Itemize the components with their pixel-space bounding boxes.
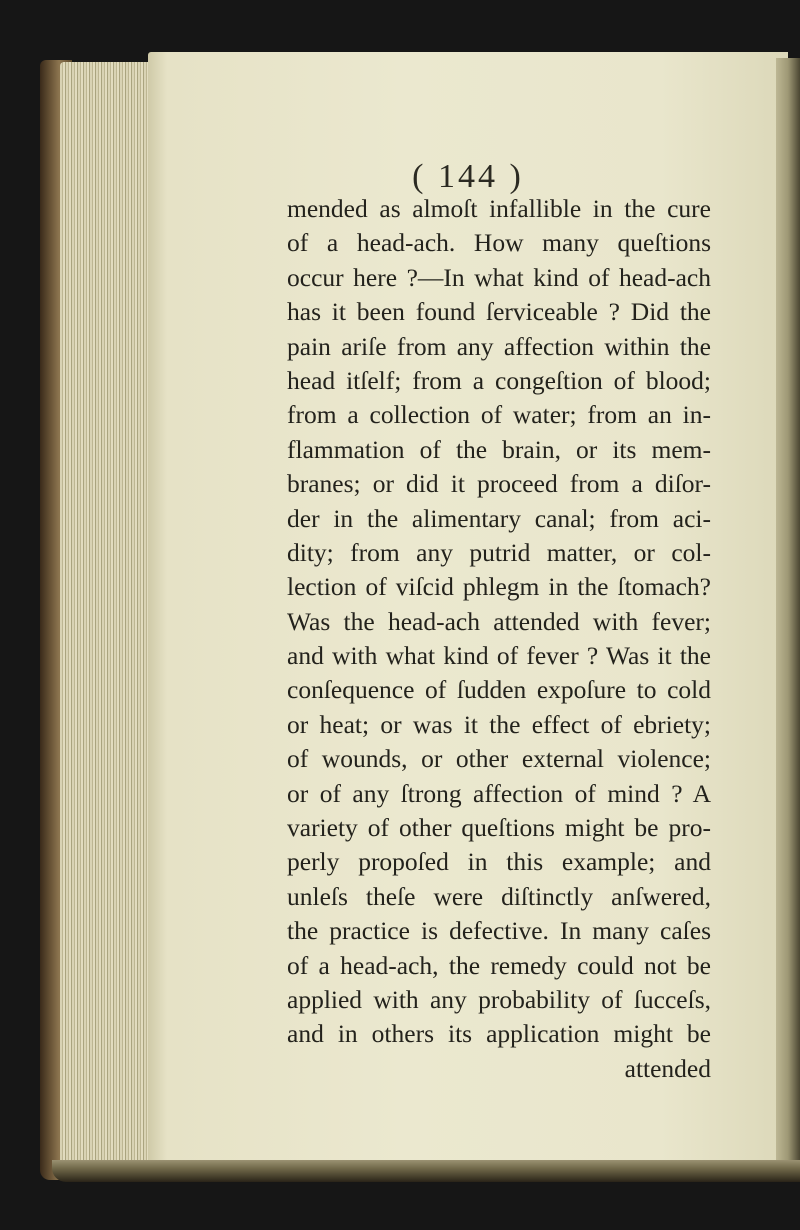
text-line: from a collection of water; from an in- bbox=[287, 400, 711, 430]
text-line: conſequence of ſudden expoſure to cold bbox=[287, 675, 711, 705]
text-line: and in others its application might be bbox=[287, 1019, 711, 1049]
page-right-edge bbox=[776, 58, 800, 1168]
page-number-header: ( 144 ) bbox=[412, 158, 524, 195]
text-line: pain ariſe from any affection within the bbox=[287, 331, 711, 361]
text-line: of a head-ach, the remedy could not be bbox=[287, 950, 711, 980]
text-line: dity; from any putrid matter, or col- bbox=[287, 537, 711, 567]
text-line: perly propoſed in this example; and bbox=[287, 847, 711, 877]
text-line: lection of viſcid phlegm in the ſtomach? bbox=[287, 572, 711, 602]
text-line: of wounds, or other external violence; bbox=[287, 744, 711, 774]
text-line: of a head-ach. How many queſtions bbox=[287, 228, 711, 258]
text-line: has it been found ſerviceable ? Did the bbox=[287, 297, 711, 327]
book-bottom-edge bbox=[52, 1160, 800, 1182]
catchword: attended bbox=[624, 1053, 711, 1083]
text-line: unleſs theſe were diſtinctly anſwered, bbox=[287, 881, 711, 911]
page-edges bbox=[60, 62, 152, 1170]
text-line: or heat; or was it the effect of ebriety; bbox=[287, 709, 711, 739]
text-line: variety of other queſtions might be pro- bbox=[287, 813, 711, 843]
text-line: the practice is defective. In many caſes bbox=[287, 916, 711, 946]
text-line: or of any ſtrong affection of mind ? A bbox=[287, 778, 711, 808]
text-line: branes; or did it proceed from a diſor- bbox=[287, 469, 711, 499]
text-line: occur here ?—In what kind of head-ach bbox=[287, 262, 711, 292]
text-line: mended as almoſt infallible in the cure bbox=[287, 194, 711, 223]
text-line: applied with any probability of ſucceſs, bbox=[287, 984, 711, 1014]
text-line: and with what kind of fever ? Was it the bbox=[287, 641, 711, 671]
text-line: head itſelf; from a congeſtion of blood; bbox=[287, 365, 711, 395]
body-text bbox=[287, 192, 711, 1086]
text-line: flammation of the brain, or its mem- bbox=[287, 434, 711, 464]
text-line: der in the alimentary canal; from aci- bbox=[287, 503, 711, 533]
text-line: Was the head-ach attended with fever; bbox=[287, 606, 711, 636]
